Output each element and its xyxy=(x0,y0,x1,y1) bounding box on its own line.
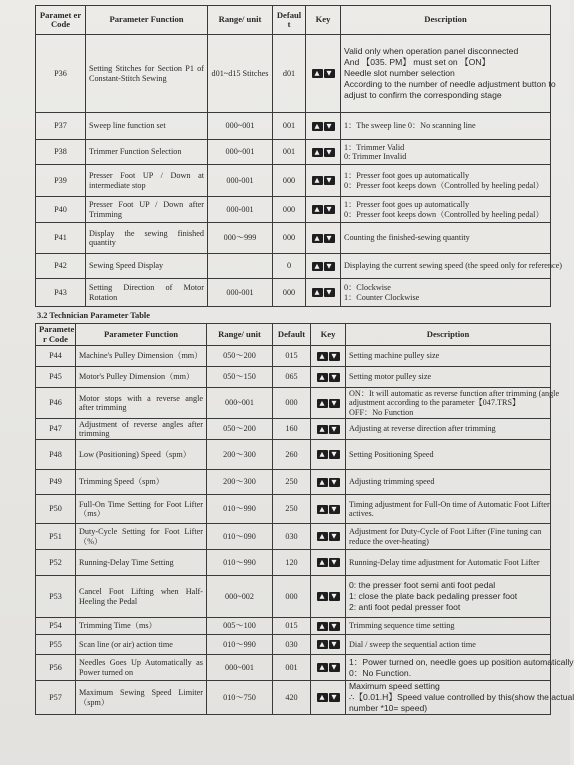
param-description-cell xyxy=(346,346,551,367)
key-buttons xyxy=(309,148,337,157)
param-range-cell: 000～999 xyxy=(208,223,273,254)
description-line: ON：It will automatic as reverse function after trimming (angle xyxy=(349,388,560,398)
param-description-cell xyxy=(346,495,551,524)
param-default-cell: 000 xyxy=(273,388,311,419)
param-description-cell xyxy=(346,419,551,440)
table-row xyxy=(36,367,551,388)
param-default-cell: 420 xyxy=(273,681,311,715)
table-row xyxy=(36,113,551,140)
description-line: adjustment according to the parameter【047.TRS】 xyxy=(349,398,521,408)
col-header-range: Range/ unit xyxy=(208,6,273,35)
up-arrow-key-icon: ▲ xyxy=(317,663,328,672)
param-default-cell: 000 xyxy=(273,197,306,223)
down-arrow-key-icon: ▼ xyxy=(324,234,335,243)
param-description-cell xyxy=(346,388,560,419)
down-arrow-key-icon: ▼ xyxy=(324,262,335,271)
param-code-cell: P44 xyxy=(36,346,76,367)
param-description-cell xyxy=(346,635,551,655)
description-line: 1：Trimmer Valid xyxy=(344,142,405,152)
param-function-cell: Scan line (or air) action time xyxy=(76,635,207,655)
table-row xyxy=(36,440,551,470)
param-code-cell: P43 xyxy=(36,279,86,307)
key-buttons xyxy=(314,663,342,672)
param-description-cell xyxy=(346,550,551,576)
table-row xyxy=(36,655,551,681)
key-buttons xyxy=(314,693,342,702)
param-function-cell: Cancel Foot Lifting when Half-Heeling the Pedal xyxy=(76,576,207,618)
table-row xyxy=(36,495,551,524)
key-cell xyxy=(311,367,346,388)
down-arrow-key-icon: ▼ xyxy=(324,69,335,78)
key-cell xyxy=(306,140,341,165)
down-arrow-key-icon: ▼ xyxy=(324,205,335,214)
col-header-key: Key xyxy=(306,6,341,35)
key-buttons xyxy=(314,505,342,514)
table-header-row xyxy=(36,324,551,346)
description-line: Running-Delay time adjustment for Automatic Foot Lifter xyxy=(349,557,540,567)
key-cell xyxy=(311,440,346,470)
param-function-cell: Sweep line function set xyxy=(86,113,208,140)
col-header-code: Paramete r Code xyxy=(36,324,76,346)
description-line: Counting the finished-sewing quantity xyxy=(344,233,470,243)
down-arrow-key-icon: ▼ xyxy=(329,693,340,702)
param-code-cell: P46 xyxy=(36,388,76,419)
down-arrow-key-icon: ▼ xyxy=(324,176,335,185)
key-buttons xyxy=(309,234,337,243)
description-line: Adjustment for Duty-Cycle of Foot Lifter (Fine tuning can xyxy=(349,527,542,536)
description-line: Trimming sequence time setting xyxy=(349,621,455,631)
param-description-cell xyxy=(341,113,551,140)
description-line: Setting Positioning Speed xyxy=(349,449,434,459)
param-description-cell xyxy=(341,140,551,165)
param-default-cell: 015 xyxy=(273,618,311,635)
key-cell xyxy=(306,113,341,140)
description-line: 1：Counter Clockwise xyxy=(344,292,420,302)
down-arrow-key-icon: ▼ xyxy=(329,505,340,514)
param-code-cell: P56 xyxy=(36,655,76,681)
table-row xyxy=(36,140,551,165)
key-cell xyxy=(306,197,341,223)
up-arrow-key-icon: ▲ xyxy=(317,640,328,649)
up-arrow-key-icon: ▲ xyxy=(317,478,328,487)
key-buttons xyxy=(309,176,337,185)
key-cell xyxy=(311,681,346,715)
description-line: 0: Trimmer Invalid xyxy=(344,152,407,161)
key-buttons xyxy=(314,425,342,434)
table-row xyxy=(36,635,551,655)
col-header-key: Key xyxy=(311,324,346,346)
down-arrow-key-icon: ▼ xyxy=(329,425,340,434)
key-cell xyxy=(311,419,346,440)
key-buttons xyxy=(314,640,342,649)
param-description-cell xyxy=(346,655,574,681)
up-arrow-key-icon: ▲ xyxy=(317,505,328,514)
up-arrow-key-icon: ▲ xyxy=(312,262,323,271)
down-arrow-key-icon: ▼ xyxy=(324,122,335,131)
param-function-cell: Setting Stitches for Section P1 of Constant-Stitch Sewing xyxy=(86,35,208,113)
description-line: Adjusting trimming speed xyxy=(349,477,435,487)
param-default-cell: 000 xyxy=(273,279,306,307)
key-cell xyxy=(306,223,341,254)
param-code-cell: P55 xyxy=(36,635,76,655)
param-function-cell: Running-Delay Time Setting xyxy=(76,550,207,576)
key-buttons xyxy=(314,373,342,382)
description-line: OFF：No Function xyxy=(349,407,414,417)
param-code-cell: P38 xyxy=(36,140,86,165)
param-default-cell: 015 xyxy=(273,346,311,367)
param-function-cell: Adjustment of reverse angles after trimming xyxy=(76,419,207,440)
param-range-cell: 000~002 xyxy=(207,576,273,618)
param-code-cell: P49 xyxy=(36,470,76,495)
param-range-cell: 010～990 xyxy=(207,635,273,655)
down-arrow-key-icon: ▼ xyxy=(324,148,335,157)
table-row xyxy=(36,346,551,367)
param-range-cell: 010～090 xyxy=(207,524,273,550)
param-default-cell: 030 xyxy=(273,524,311,550)
param-code-cell: P45 xyxy=(36,367,76,388)
param-function-cell: Maximum Sewing Speed Limiter（spm） xyxy=(76,681,207,715)
description-line: 2: anti foot pedal presser foot xyxy=(349,602,461,612)
description-line: Setting motor pulley size xyxy=(349,372,432,382)
up-arrow-key-icon: ▲ xyxy=(317,558,328,567)
param-code-cell: P40 xyxy=(36,197,86,223)
up-arrow-key-icon: ▲ xyxy=(317,622,328,631)
param-range-cell: 000-001 xyxy=(208,279,273,307)
key-cell xyxy=(306,254,341,279)
description-line: Setting machine pulley size xyxy=(349,351,440,361)
key-buttons xyxy=(314,592,342,601)
param-range-cell: 050～200 xyxy=(207,419,273,440)
col-header-description: Description xyxy=(341,6,551,35)
param-default-cell: 250 xyxy=(273,470,311,495)
down-arrow-key-icon: ▼ xyxy=(329,592,340,601)
key-cell xyxy=(311,388,346,419)
param-range-cell: 010～990 xyxy=(207,550,273,576)
param-range-cell: d01~d15 Stitches xyxy=(208,35,273,113)
param-function-cell: Low (Positioning) Speed（spm） xyxy=(76,440,207,470)
param-default-cell: 000 xyxy=(273,165,306,197)
up-arrow-key-icon: ▲ xyxy=(317,592,328,601)
up-arrow-key-icon: ▲ xyxy=(317,352,328,361)
key-buttons xyxy=(309,262,337,271)
description-line: Needle slot number selection xyxy=(344,68,455,78)
key-buttons xyxy=(314,450,342,459)
description-line: adjust to confirm the corresponding stage xyxy=(344,90,502,100)
table-row xyxy=(36,197,551,223)
up-arrow-key-icon: ▲ xyxy=(312,69,323,78)
param-code-cell: P36 xyxy=(36,35,86,113)
param-function-cell: Display the sewing finished quantity xyxy=(86,223,208,254)
description-line: reduce the over-heating) xyxy=(349,536,429,546)
key-cell xyxy=(306,165,341,197)
table-row xyxy=(36,470,551,495)
description-line: number *10= speed) xyxy=(349,703,428,713)
param-code-cell: P37 xyxy=(36,113,86,140)
table-row xyxy=(36,254,551,279)
down-arrow-key-icon: ▼ xyxy=(329,622,340,631)
down-arrow-key-icon: ▼ xyxy=(329,399,340,408)
up-arrow-key-icon: ▲ xyxy=(317,532,328,541)
key-buttons xyxy=(309,69,337,78)
description-line: 1：Presser foot goes up automatically xyxy=(344,200,470,209)
param-range-cell xyxy=(208,254,273,279)
up-arrow-key-icon: ▲ xyxy=(317,399,328,408)
param-description-cell xyxy=(346,367,551,388)
col-header-function: Parameter Function xyxy=(76,324,207,346)
param-default-cell: 001 xyxy=(273,655,311,681)
down-arrow-key-icon: ▼ xyxy=(329,640,340,649)
param-function-cell: Motor stops with a reverse angle after trimming xyxy=(76,388,207,419)
param-description-cell xyxy=(346,524,551,550)
param-default-cell: 0 xyxy=(273,254,306,279)
section-title: 3.2 Technician Parameter Table xyxy=(37,311,150,320)
param-description-cell xyxy=(346,681,574,715)
down-arrow-key-icon: ▼ xyxy=(329,450,340,459)
table-row xyxy=(36,576,551,618)
table-row xyxy=(36,681,551,715)
description-line: Valid only when operation panel disconnected xyxy=(344,46,519,56)
col-header-code: Paramet er Code xyxy=(36,6,86,35)
param-description-cell xyxy=(346,440,551,470)
param-default-cell: 065 xyxy=(273,367,311,388)
param-code-cell: P47 xyxy=(36,419,76,440)
key-buttons xyxy=(314,399,342,408)
key-buttons xyxy=(314,532,342,541)
description-line: 1：Presser foot goes up automatically xyxy=(344,171,470,180)
table-row xyxy=(36,223,551,254)
down-arrow-key-icon: ▼ xyxy=(329,532,340,541)
param-code-cell: P42 xyxy=(36,254,86,279)
param-description-cell xyxy=(341,197,551,223)
param-description-cell xyxy=(341,279,551,307)
up-arrow-key-icon: ▲ xyxy=(312,288,323,297)
param-range-cell: 050～150 xyxy=(207,367,273,388)
technician-parameter-table xyxy=(35,323,574,715)
param-function-cell: Trimming Speed（spm） xyxy=(76,470,207,495)
key-cell xyxy=(311,346,346,367)
up-arrow-key-icon: ▲ xyxy=(312,122,323,131)
table-row xyxy=(36,165,551,197)
key-buttons xyxy=(309,122,337,131)
key-buttons xyxy=(314,622,342,631)
description-line: Dial / sweep the sequential action time xyxy=(349,639,476,649)
description-line: 0: the presser foot semi anti foot pedal xyxy=(349,580,496,590)
description-line: According to the number of needle adjustment button to xyxy=(344,79,556,89)
description-line: Timing adjustment for Full-On time of Automatic Foot Lifter xyxy=(349,499,550,509)
param-range-cell: 200～300 xyxy=(207,470,273,495)
param-range-cell: 000~001 xyxy=(208,140,273,165)
param-default-cell: d01 xyxy=(273,35,306,113)
key-cell xyxy=(306,35,341,113)
description-line: Displaying the current sewing speed (the speed only for reference) xyxy=(344,261,563,271)
param-description-cell xyxy=(341,223,551,254)
param-function-cell: Sewing Speed Display xyxy=(86,254,208,279)
param-function-cell: Trimmer Function Selection xyxy=(86,140,208,165)
param-description-cell xyxy=(346,470,551,495)
param-function-cell: Full-On Time Setting for Foot Lifter（ms） xyxy=(76,495,207,524)
param-default-cell: 030 xyxy=(273,635,311,655)
param-default-cell: 260 xyxy=(273,440,311,470)
param-code-cell: P39 xyxy=(36,165,86,197)
up-arrow-key-icon: ▲ xyxy=(317,373,328,382)
param-default-cell: 120 xyxy=(273,550,311,576)
key-cell xyxy=(311,618,346,635)
param-default-cell: 250 xyxy=(273,495,311,524)
key-cell xyxy=(306,279,341,307)
table-row xyxy=(36,35,551,113)
table-row xyxy=(36,388,551,419)
description-line: Maximum speed setting xyxy=(349,681,440,691)
key-cell xyxy=(311,655,346,681)
description-line: ∴【0.01.H】Speed value controlled by this(show the actual xyxy=(349,692,574,702)
key-buttons xyxy=(309,288,337,297)
param-description-cell xyxy=(341,35,556,113)
up-arrow-key-icon: ▲ xyxy=(312,148,323,157)
up-arrow-key-icon: ▲ xyxy=(312,205,323,214)
description-line: 1：The sweep line 0：No scanning line xyxy=(344,121,476,131)
param-description-cell xyxy=(346,618,551,635)
table-row xyxy=(36,550,551,576)
table-row xyxy=(36,279,551,307)
col-header-function: Parameter Function xyxy=(86,6,208,35)
param-range-cell: 010～990 xyxy=(207,495,273,524)
param-range-cell: 000~001 xyxy=(208,113,273,140)
col-header-default: Defaul t xyxy=(273,6,306,35)
description-line: Adjusting at reverse direction after trimming xyxy=(349,424,496,434)
param-function-cell: Trimming Time（ms） xyxy=(76,618,207,635)
col-header-description: Description xyxy=(346,324,551,346)
up-arrow-key-icon: ▲ xyxy=(317,450,328,459)
param-code-cell: P41 xyxy=(36,223,86,254)
param-default-cell: 001 xyxy=(273,113,306,140)
param-code-cell: P48 xyxy=(36,440,76,470)
param-default-cell: 160 xyxy=(273,419,311,440)
down-arrow-key-icon: ▼ xyxy=(329,478,340,487)
param-range-cell: 000-001 xyxy=(208,165,273,197)
param-function-cell: Machine's Pulley Dimension（mm） xyxy=(76,346,207,367)
param-description-cell xyxy=(341,254,563,279)
down-arrow-key-icon: ▼ xyxy=(329,558,340,567)
param-function-cell: Presser Foot UP / Down at intermediate stop xyxy=(86,165,208,197)
key-buttons xyxy=(314,352,342,361)
down-arrow-key-icon: ▼ xyxy=(324,288,335,297)
param-code-cell: P50 xyxy=(36,495,76,524)
key-buttons xyxy=(314,478,342,487)
param-code-cell: P52 xyxy=(36,550,76,576)
param-range-cell: 000-001 xyxy=(208,197,273,223)
table-header-row xyxy=(36,6,551,35)
key-cell xyxy=(311,524,346,550)
down-arrow-key-icon: ▼ xyxy=(329,663,340,672)
param-function-cell: Setting Direction of Motor Rotation xyxy=(86,279,208,307)
description-line: 1：Power turned on, needle goes up position automatically xyxy=(349,656,574,667)
up-arrow-key-icon: ▲ xyxy=(312,176,323,185)
key-cell xyxy=(311,576,346,618)
description-line: And 【035. PM】 must set on 【ON】 xyxy=(344,57,491,67)
down-arrow-key-icon: ▼ xyxy=(329,352,340,361)
param-default-cell: 000 xyxy=(273,223,306,254)
key-cell xyxy=(311,470,346,495)
table-row xyxy=(36,524,551,550)
param-function-cell: Presser Foot UP / Down after Trimming xyxy=(86,197,208,223)
key-cell xyxy=(311,550,346,576)
param-default-cell: 001 xyxy=(273,140,306,165)
param-function-cell: Needles Goes Up Automatically as Power turned on xyxy=(76,655,207,681)
col-header-default: Default xyxy=(273,324,311,346)
param-range-cell: 005～100 xyxy=(207,618,273,635)
param-description-cell xyxy=(341,165,551,197)
up-arrow-key-icon: ▲ xyxy=(312,234,323,243)
description-line: 0：Presser foot keeps down（Controlled by heeling pedal） xyxy=(344,209,544,219)
param-function-cell: Duty-Cycle Setting for Foot Lifter（%） xyxy=(76,524,207,550)
param-code-cell: P57 xyxy=(36,681,76,715)
description-line: 1: close the plate back pedaling presser foot xyxy=(349,591,518,601)
description-line: 0：Clockwise xyxy=(344,283,391,292)
description-line: actives. xyxy=(349,509,374,518)
description-line: 0：Presser foot keeps down（Controlled by heeling pedal） xyxy=(344,180,544,190)
table-row xyxy=(36,618,551,635)
param-function-cell: Motor's Pulley Dimension（mm） xyxy=(76,367,207,388)
key-buttons xyxy=(314,558,342,567)
description-line: 0：No Function. xyxy=(349,667,412,678)
param-range-cell: 000~001 xyxy=(207,388,273,419)
param-code-cell: P54 xyxy=(36,618,76,635)
down-arrow-key-icon: ▼ xyxy=(329,373,340,382)
up-arrow-key-icon: ▲ xyxy=(317,693,328,702)
table-row xyxy=(36,419,551,440)
param-description-cell xyxy=(346,576,551,618)
param-default-cell: 000 xyxy=(273,576,311,618)
param-code-cell: P53 xyxy=(36,576,76,618)
param-range-cell: 010～750 xyxy=(207,681,273,715)
param-range-cell: 000~001 xyxy=(207,655,273,681)
col-header-range: Range/ unit xyxy=(207,324,273,346)
up-arrow-key-icon: ▲ xyxy=(317,425,328,434)
operator-parameter-table xyxy=(35,5,563,307)
param-range-cell: 050～200 xyxy=(207,346,273,367)
key-cell xyxy=(311,495,346,524)
key-cell xyxy=(311,635,346,655)
param-range-cell: 200～300 xyxy=(207,440,273,470)
param-code-cell: P51 xyxy=(36,524,76,550)
key-buttons xyxy=(309,205,337,214)
